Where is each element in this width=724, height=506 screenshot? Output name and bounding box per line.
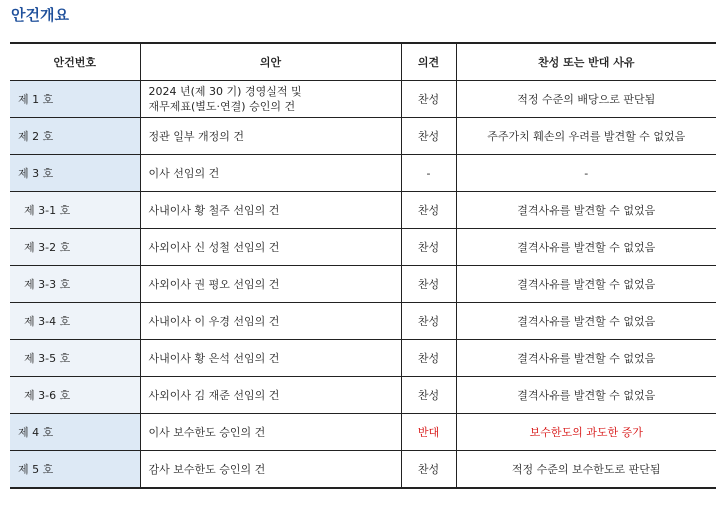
reason-cell: 결격사유를 발견할 수 없었음 [456,192,716,229]
agenda-title: 사외이사 김 재준 선임의 건 [140,377,401,414]
table-row [10,192,716,229]
table-row [10,155,716,192]
agenda-title: 이사 선임의 건 [140,155,401,192]
table-row [10,266,716,303]
table-row [10,451,716,489]
reason-cell: 적정 수준의 보수한도로 판단됨 [456,451,716,489]
reason-cell: 결격사유를 발견할 수 없었음 [456,340,716,377]
opinion-cell: 찬성 [401,303,456,340]
agenda-title: 정관 일부 개정의 건 [140,118,401,155]
agenda-number: 제 1 호 [10,81,140,118]
opinion-cell: 찬성 [401,266,456,303]
opinion-cell-against: 반대 [401,414,456,451]
agenda-title: 사외이사 신 성철 선임의 건 [140,229,401,266]
agenda-number: 제 3 호 [10,155,140,192]
agenda-title-line1: 2024 년(제 30 기) 경영실적 및 [148,85,302,98]
agenda-title: 사내이사 이 우경 선임의 건 [140,303,401,340]
page-title: 안건개요 [11,6,69,24]
opinion-cell: 찬성 [401,81,456,118]
reason-cell: 결격사유를 발견할 수 없었음 [456,229,716,266]
agenda-table [10,42,716,489]
table-row [10,340,716,377]
header-agenda: 의안 [140,43,401,81]
opinion-cell: - [401,155,456,192]
reason-cell: - [456,155,716,192]
agenda-number: 제 3-4 호 [10,303,140,340]
header-row [10,43,716,81]
opinion-cell: 찬성 [401,340,456,377]
agenda-title [140,81,401,118]
agenda-title: 사외이사 권 평오 선임의 건 [140,266,401,303]
table-header [10,43,716,81]
table-body [10,81,716,489]
reason-cell: 결격사유를 발견할 수 없었음 [456,377,716,414]
header-agenda-number: 안건번호 [10,43,140,81]
opinion-cell: 찬성 [401,192,456,229]
table-row [10,229,716,266]
reason-cell: 적정 수준의 배당으로 판단됨 [456,81,716,118]
opinion-cell: 찬성 [401,229,456,266]
agenda-number: 제 5 호 [10,451,140,489]
opinion-cell: 찬성 [401,451,456,489]
reason-cell: 주주가치 훼손의 우려를 발견할 수 없었음 [456,118,716,155]
opinion-cell: 찬성 [401,118,456,155]
agenda-number: 제 3-1 호 [10,192,140,229]
reason-cell: 결격사유를 발견할 수 없었음 [456,266,716,303]
table-row [10,81,716,118]
agenda-number: 제 3-5 호 [10,340,140,377]
agenda-title: 사내이사 황 은석 선임의 건 [140,340,401,377]
header-reason: 찬성 또는 반대 사유 [456,43,716,81]
agenda-number: 제 2 호 [10,118,140,155]
table-row [10,414,716,451]
table-row [10,118,716,155]
agenda-title-line2: 재무제표(별도·연결) 승인의 건 [148,100,296,113]
agenda-title: 이사 보수한도 승인의 건 [140,414,401,451]
table-row [10,377,716,414]
opinion-cell: 찬성 [401,377,456,414]
agenda-number: 제 3-2 호 [10,229,140,266]
agenda-number: 제 4 호 [10,414,140,451]
agenda-number: 제 3-3 호 [10,266,140,303]
agenda-number: 제 3-6 호 [10,377,140,414]
table-row [10,303,716,340]
reason-cell: 결격사유를 발견할 수 없었음 [456,303,716,340]
agenda-title: 감사 보수한도 승인의 건 [140,451,401,489]
reason-cell-against: 보수한도의 과도한 증가 [456,414,716,451]
agenda-title: 사내이사 황 철주 선임의 건 [140,192,401,229]
header-opinion: 의견 [401,43,456,81]
